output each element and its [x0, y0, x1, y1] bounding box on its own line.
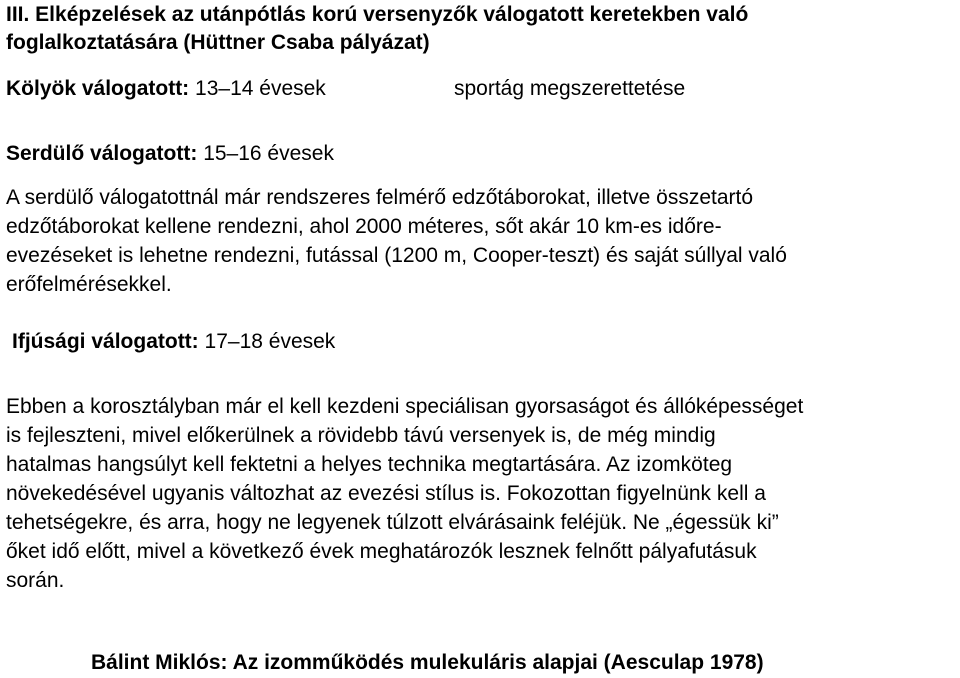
kolyok-row	[6, 76, 326, 102]
citation: Bálint Miklós: Az izomműködés mulekuláris alapjai (Aesculap 1978)	[91, 651, 764, 674]
serdulo-paragraph: A serdülő válogatottnál már rendszeres felmérő edzőtáborokat, illetve összetartó edzőtáborokat kellene rendezni, ahol 2000 méteres, sőt akár 10 km-es időre- evezéseket is lehetne rendezni, futással (1200 m, Cooper-teszt) és saját súllyal való erőfelmérésekkel.	[6, 186, 787, 296]
serdulo-label: Serdülő válogatott:	[6, 142, 198, 165]
heading-line-1: III. Elképzelések az utánpótlás korú versenyzők válogatott keretekben való	[6, 3, 749, 26]
kolyok-ages: 13–14 évesek	[195, 77, 326, 100]
ifjusagi-label: Ifjúsági válogatott:	[12, 330, 199, 353]
ifjusagi-row	[12, 329, 335, 355]
kolyok-label: Kölyök válogatott:	[6, 77, 190, 100]
serdulo-row	[6, 141, 334, 167]
ifjusagi-paragraph: Ebben a korosztályban már el kell kezdeni speciálisan gyorsaságot és állóképességet is fejleszteni, mivel előkerülnek a rövidebb távú versenyek is, de még mindig hatalmas hangsúlyt kell fektetni a helyes technika megtartására. Az izomköteg növekedésével ugyanis változhat az evezési stílus is. Fokozottan figyelnünk kell a tehetségekre, és arra, hogy ne legyenek túlzott elvárásaink feléjük. Ne „égessük ki” őket idő előtt, mivel a következő évek meghatározók lesznek felnőtt pályafutásuk során.	[6, 395, 804, 592]
heading-line-2: foglalkoztatására (Hüttner Csaba pályázat)	[6, 31, 430, 54]
kolyok-goal: sportág megszerettetése	[454, 77, 686, 100]
serdulo-ages: 15–16 évesek	[203, 142, 334, 165]
ifjusagi-ages: 17–18 évesek	[204, 330, 336, 353]
